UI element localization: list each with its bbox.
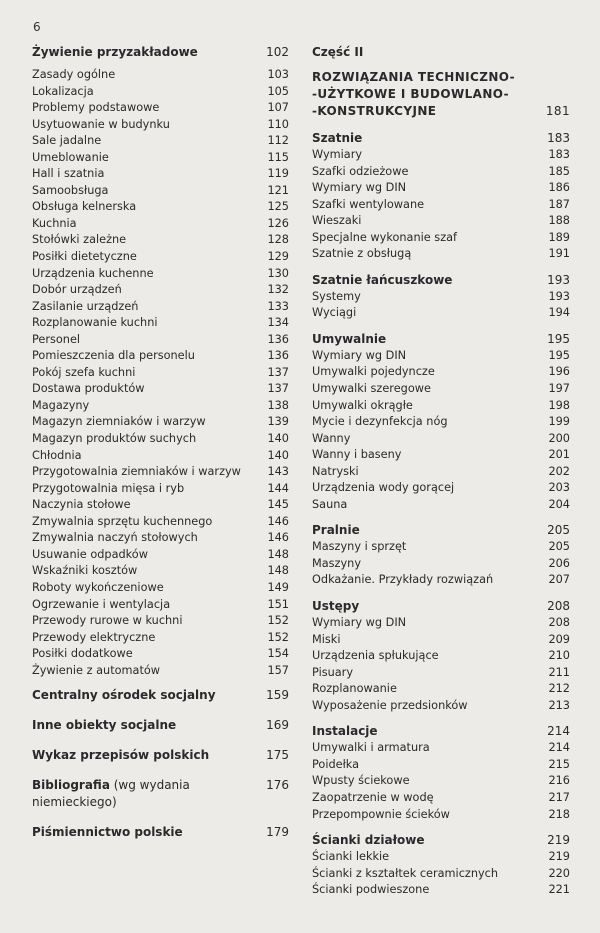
entry-page: 218 (548, 807, 570, 821)
entry-page: 216 (548, 774, 570, 788)
entry-page: 126 (267, 216, 289, 230)
entry-title: Wymiary wg DIN (312, 181, 407, 195)
toc-entry (312, 757, 570, 774)
entry-title: Poidełka (312, 757, 360, 771)
entry-title: Przygotowalnia mięsa i ryb (32, 481, 185, 495)
section-heading (32, 687, 289, 704)
section-title: Ustępy (312, 599, 360, 614)
other-sections (32, 687, 289, 841)
part-label-text: Część II (312, 45, 364, 59)
toc-entry (32, 199, 289, 216)
entry-page: 146 (267, 514, 289, 528)
entry-page: 151 (267, 597, 289, 611)
entry-title: Samoobsługa (32, 183, 109, 197)
section-page: 176 (266, 778, 289, 793)
entry-page: 130 (267, 266, 289, 280)
toc-entry (312, 213, 570, 230)
toc-entry (32, 448, 289, 465)
entry-page: 115 (267, 150, 289, 164)
toc-entry (32, 630, 289, 647)
section-heading (312, 522, 570, 539)
toc-entry (312, 246, 570, 263)
entry-title: Wanny (312, 431, 351, 445)
toc-entry (312, 698, 570, 715)
toc-entry (32, 348, 289, 365)
toc-entry (32, 530, 289, 547)
toc-entry (312, 790, 570, 807)
entry-page: 191 (548, 247, 570, 261)
entry-title: Usuwanie odpadków (32, 547, 148, 561)
entry-title: Magazyn produktów suchych (32, 432, 197, 446)
toc-entry (312, 197, 570, 214)
entry-page: 136 (267, 349, 289, 363)
entry-page: 199 (548, 415, 570, 429)
section-page: 102 (266, 45, 289, 59)
entry-page: 144 (267, 481, 289, 495)
entry-title: Odkażanie. Przykłady rozwiązań (312, 573, 494, 587)
entry-page: 210 (548, 649, 570, 663)
toc-entry (312, 305, 570, 322)
section-heading (32, 777, 289, 811)
toc-entry (32, 67, 289, 84)
entry-title: Urządzenia spłukujące (312, 649, 439, 663)
toc-entry (312, 648, 570, 665)
entry-page: 103 (267, 68, 289, 81)
toc-entry (312, 572, 570, 589)
section-heading (32, 44, 289, 61)
toc-section (32, 717, 289, 734)
toc-entry (32, 117, 289, 134)
entry-title: Rozplanowanie kuchni (32, 316, 158, 330)
entry-title: Magazyny (32, 398, 90, 412)
toc-left-column (32, 44, 289, 854)
section-title: Ścianki działowe (312, 833, 425, 848)
entry-title: Wymiary wg DIN (312, 616, 407, 630)
section-title-text: Inne obiekty socjalne (32, 718, 177, 733)
toc-entry (32, 232, 289, 249)
section-page: 208 (547, 599, 570, 614)
entry-title: Problemy podstawowe (32, 101, 160, 115)
entry-title: Usytuowanie w budynku (32, 117, 170, 131)
toc-entry (312, 464, 570, 481)
section-title (32, 777, 266, 811)
entry-list (32, 67, 289, 679)
entry-page: 207 (548, 573, 570, 587)
entry-page: 185 (548, 164, 570, 178)
entry-title: Urządzenia wody gorącej (312, 481, 455, 495)
entry-title: Urządzenia kuchenne (32, 266, 154, 280)
entry-page: 137 (267, 382, 289, 396)
entry-page: 206 (548, 556, 570, 570)
section-heading (32, 747, 289, 764)
entry-title: Obsługa kelnerska (32, 200, 137, 214)
toc-section (312, 723, 570, 823)
entry-page: 105 (267, 84, 289, 98)
toc-entry (32, 315, 289, 332)
entry-title: Szafki wentylowane (312, 197, 425, 211)
toc-entry (312, 414, 570, 431)
entry-title: Wskaźniki kosztów (32, 564, 138, 578)
entry-page: 188 (548, 214, 570, 228)
section-heading (312, 272, 570, 289)
toc-entry (32, 613, 289, 630)
entry-title: Ścianki podwieszone (312, 883, 430, 897)
entry-title: Umywalki szeregowe (312, 382, 431, 396)
toc-entry (312, 849, 570, 866)
section-title: Szatnie (312, 131, 363, 145)
entry-page: 137 (267, 365, 289, 379)
toc-section (312, 272, 570, 322)
toc-entry (312, 447, 570, 464)
entry-title: Miski (312, 632, 341, 646)
toc-right-column (312, 44, 570, 908)
part-title-text (312, 69, 546, 120)
toc-entry (32, 464, 289, 481)
section-page: 183 (547, 131, 570, 145)
entry-page: 215 (548, 757, 570, 771)
section-heading (312, 130, 570, 147)
entry-page: 112 (267, 134, 289, 148)
entry-title: Hall i szatnia (32, 167, 105, 181)
entry-title: Zmywalnia sprzętu kuchennego (32, 514, 213, 528)
entry-page: 203 (548, 481, 570, 495)
entry-title: Wymiary (312, 148, 363, 161)
entry-title: Zasilanie urządzeń (32, 299, 139, 313)
section-page: 159 (266, 688, 289, 703)
section-heading (312, 331, 570, 348)
section-title-text: Piśmiennictwo polskie (32, 825, 183, 840)
entry-page: 134 (267, 316, 289, 330)
part-title (312, 69, 570, 120)
toc-entry (32, 299, 289, 316)
section-title (32, 687, 266, 704)
toc-entry (32, 100, 289, 117)
entry-page: 211 (548, 665, 570, 679)
toc-entry (32, 580, 289, 597)
entry-title: Przepompownie ścieków (312, 807, 450, 821)
entry-title: Przewody rurowe w kuchni (32, 614, 183, 628)
toc-entry (312, 773, 570, 790)
toc-entry (32, 133, 289, 150)
entry-page: 148 (267, 547, 289, 561)
entry-page: 107 (267, 101, 289, 115)
right-sections (312, 130, 570, 899)
entry-title: Żywienie z automatów (32, 663, 161, 677)
toc-entry (312, 230, 570, 247)
entry-page: 138 (267, 398, 289, 412)
toc-entry (32, 497, 289, 514)
part-title-line: -KONSTRUKCYJNE (312, 104, 437, 118)
entry-page: 140 (267, 448, 289, 462)
toc-section (312, 331, 570, 513)
section-page: 219 (547, 833, 570, 848)
entry-page: 193 (548, 289, 570, 303)
entry-page: 121 (267, 183, 289, 197)
toc-entry (312, 398, 570, 415)
entry-page: 183 (548, 148, 570, 161)
toc-section (32, 687, 289, 704)
entry-title: Zasady ogólne (32, 68, 116, 81)
entry-page: 204 (548, 497, 570, 511)
entry-page: 219 (548, 850, 570, 864)
section-title (32, 824, 266, 841)
toc-entry (32, 183, 289, 200)
entry-title: Wpusty ściekowe (312, 774, 410, 788)
entry-title: Szafki odzieżowe (312, 164, 409, 178)
entry-page: 149 (267, 580, 289, 594)
toc-entry (32, 166, 289, 183)
entry-title: Roboty wykończeniowe (32, 580, 164, 594)
entry-title: Ścianki lekkie (312, 850, 390, 864)
toc-entry (312, 632, 570, 649)
toc-entry (32, 381, 289, 398)
entry-title: Umeblowanie (32, 150, 109, 164)
entry-title: Przewody elektryczne (32, 630, 156, 644)
entry-title: Zaopatrzenie w wodę (312, 790, 434, 804)
entry-page: 189 (548, 230, 570, 244)
toc-section (312, 832, 570, 899)
entry-page: 217 (548, 790, 570, 804)
toc-entry (32, 481, 289, 498)
toc-entry (32, 398, 289, 415)
entry-title: Naczynia stołowe (32, 498, 131, 512)
toc-entry (312, 381, 570, 398)
toc-entry (32, 365, 289, 382)
toc-entry (32, 216, 289, 233)
toc-entry (312, 615, 570, 632)
section-title: Szatnie łańcuszkowe (312, 272, 453, 287)
section-heading (312, 723, 570, 740)
entry-title: Ogrzewanie i wentylacja (32, 597, 171, 611)
entry-page: 220 (548, 866, 570, 880)
entry-title: Systemy (312, 289, 361, 303)
entry-title: Wymiary wg DIN (312, 348, 407, 362)
entry-page: 110 (267, 117, 289, 131)
entry-page: 214 (548, 741, 570, 755)
entry-page: 152 (267, 630, 289, 644)
section-page: 195 (547, 331, 570, 346)
entry-page: 194 (548, 306, 570, 320)
entry-page: 196 (548, 365, 570, 379)
entry-page: 146 (267, 531, 289, 545)
toc-entry (312, 807, 570, 824)
toc-entry (312, 497, 570, 514)
entry-page: 133 (267, 299, 289, 313)
section-page: 193 (547, 272, 570, 287)
entry-page: 187 (548, 197, 570, 211)
entry-title: Magazyn ziemniaków i warzyw (32, 415, 206, 429)
entry-title: Mycie i dezynfekcja nóg (312, 415, 448, 429)
section-title-text: Bibliografia (32, 778, 110, 793)
toc-section (32, 44, 289, 679)
toc-entry (32, 282, 289, 299)
entry-page: 132 (267, 283, 289, 297)
entry-page: 205 (548, 540, 570, 554)
toc-entry (312, 740, 570, 757)
entry-page: 221 (548, 883, 570, 897)
entry-page: 148 (267, 564, 289, 578)
toc-entry (312, 539, 570, 556)
entry-title: Rozplanowanie (312, 682, 397, 696)
section-heading (312, 832, 570, 849)
entry-title: Wieszaki (312, 214, 362, 228)
entry-title: Sauna (312, 497, 348, 511)
entry-title: Umywalki pojedyncze (312, 365, 435, 379)
section-heading (32, 824, 289, 841)
section-title-note: (wg wydania niemieckiego) (32, 778, 190, 810)
entry-page: 200 (548, 431, 570, 445)
entry-page: 143 (267, 465, 289, 479)
section-page: 205 (547, 523, 570, 538)
entry-title: Przygotowalnia ziemniaków i warzyw (32, 465, 241, 479)
toc-entry (312, 348, 570, 365)
entry-page: 213 (548, 698, 570, 712)
entry-page: 128 (267, 233, 289, 247)
section-heading (312, 598, 570, 615)
toc-entry (312, 289, 570, 306)
toc-entry (32, 547, 289, 564)
entry-title: Kuchnia (32, 216, 77, 230)
entry-title: Wyciągi (312, 306, 357, 320)
entry-page: 119 (267, 167, 289, 181)
entry-page: 145 (267, 498, 289, 512)
entry-title: Natryski (312, 464, 359, 478)
toc-entry (32, 431, 289, 448)
toc-entry (312, 665, 570, 682)
entry-title: Maszyny i sprzęt (312, 540, 407, 554)
entry-page: 136 (267, 332, 289, 346)
toc-entry (32, 646, 289, 663)
toc-entry (32, 563, 289, 580)
page-number: 6 (33, 20, 41, 34)
entry-title: Dobór urządzeń (32, 283, 122, 297)
toc-entry (32, 84, 289, 101)
toc-entry (32, 514, 289, 531)
section-page: 179 (266, 825, 289, 840)
section-page: 214 (547, 724, 570, 739)
entry-title: Pokój szefa kuchni (32, 365, 136, 379)
toc-entry (312, 431, 570, 448)
toc-section (312, 130, 570, 263)
part-title-line: -UŻYTKOWE I BUDOWLANO- (312, 87, 509, 101)
entry-page: 208 (548, 616, 570, 630)
entry-title: Wanny i baseny (312, 448, 402, 462)
section-title-text: Centralny ośrodek socjalny (32, 688, 216, 703)
entry-title: Posiłki dodatkowe (32, 647, 133, 661)
toc-entry (32, 597, 289, 614)
entry-page: 202 (548, 464, 570, 478)
toc-section (32, 777, 289, 811)
entry-title: Posiłki dietetyczne (32, 250, 137, 264)
toc-entry (312, 681, 570, 698)
toc-section (32, 747, 289, 764)
entry-title: Stołówki zależne (32, 233, 127, 247)
toc-entry (32, 249, 289, 266)
entry-page: 197 (548, 382, 570, 396)
entry-title: Ścianki z kształtek ceramicznych (312, 866, 499, 880)
entry-page: 198 (548, 398, 570, 412)
entry-title: Szatnie z obsługą (312, 247, 412, 261)
part-page: 181 (545, 104, 570, 118)
toc-entry (32, 663, 289, 680)
toc-entry (312, 866, 570, 883)
section-title-text: Wykaz przepisów polskich (32, 748, 210, 763)
entry-title: Umywalki okrągłe (312, 398, 413, 412)
entry-page: 152 (267, 614, 289, 628)
section-title: Instalacje (312, 724, 378, 739)
toc-entry (312, 147, 570, 164)
toc-entry (312, 556, 570, 573)
entry-page: 201 (548, 448, 570, 462)
entry-page: 125 (267, 200, 289, 214)
section-title (32, 747, 266, 764)
toc-entry (32, 414, 289, 431)
toc-section (32, 824, 289, 841)
toc-entry (312, 480, 570, 497)
entry-page: 140 (267, 432, 289, 446)
entry-page: 209 (548, 632, 570, 646)
entry-title: Lokalizacja (32, 84, 94, 98)
section-title: Umywalnie (312, 331, 387, 346)
entry-page: 157 (267, 663, 289, 677)
entry-title: Sale jadalne (32, 134, 102, 148)
section-title: Żywienie przyzakładowe (32, 45, 198, 59)
toc-entry (32, 266, 289, 283)
entry-page: 154 (267, 647, 289, 661)
part-label (312, 44, 570, 61)
toc-entry (312, 364, 570, 381)
section-page: 169 (266, 718, 289, 733)
toc-entry (32, 150, 289, 167)
toc-entry (312, 164, 570, 181)
toc-entry (312, 882, 570, 899)
section-title: Pralnie (312, 523, 360, 538)
toc-section (312, 522, 570, 589)
entry-title: Maszyny (312, 556, 362, 570)
toc-entry (32, 332, 289, 349)
entry-title: Pisuary (312, 665, 354, 679)
entry-page: 129 (267, 250, 289, 264)
toc-entry (312, 180, 570, 197)
entry-page: 195 (548, 348, 570, 362)
part-heading-block (312, 44, 570, 120)
part-title-line: ROZWIĄZANIA TECHNICZNO- (312, 70, 515, 84)
entry-title: Wyposażenie przedsionków (312, 698, 468, 712)
entry-title: Pomieszczenia dla personelu (32, 349, 195, 363)
section-title (32, 717, 266, 734)
entry-title: Dostawa produktów (32, 382, 145, 396)
entry-title: Umywalki i armatura (312, 741, 430, 755)
entry-title: Chłodnia (32, 448, 82, 462)
section-heading (32, 717, 289, 734)
entry-title: Specjalne wykonanie szaf (312, 230, 458, 244)
entry-page: 212 (548, 682, 570, 696)
entry-title: Personel (32, 332, 81, 346)
section-page: 175 (266, 748, 289, 763)
toc-section (312, 598, 570, 714)
entry-page: 186 (548, 181, 570, 195)
entry-title: Zmywalnia naczyń stołowych (32, 531, 198, 545)
entry-page: 139 (267, 415, 289, 429)
